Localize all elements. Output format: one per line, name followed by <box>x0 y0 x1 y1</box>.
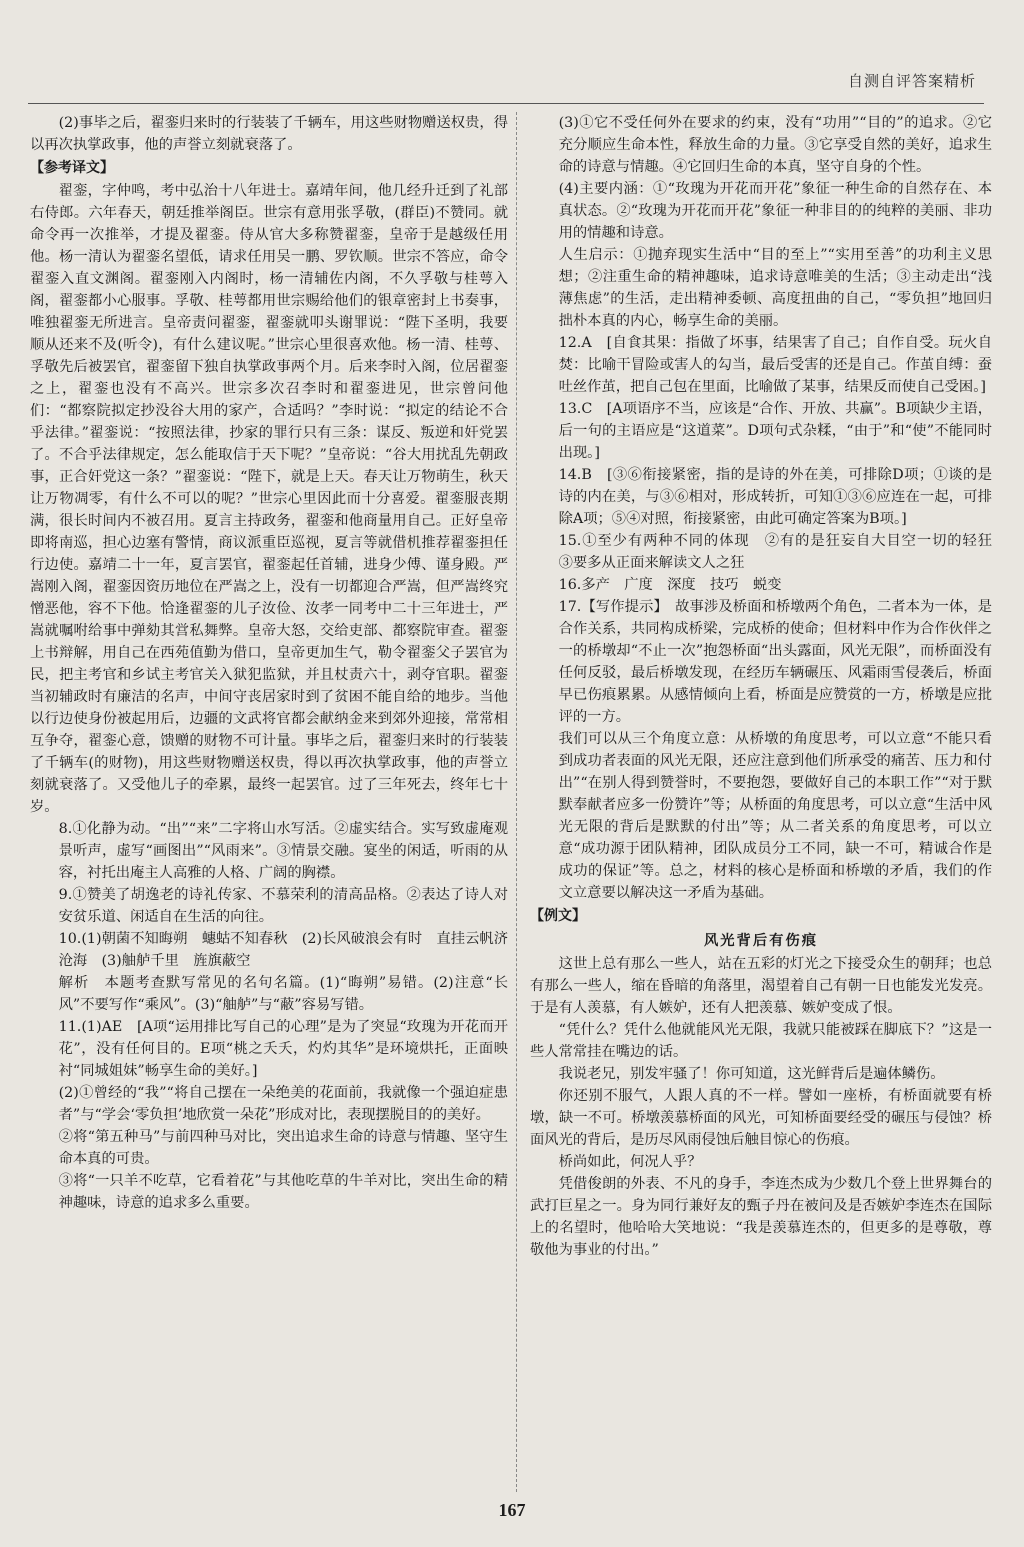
paragraph: 凭借俊朗的外表、不凡的身手，李连杰成为少数几个登上世界舞台的武打巨星之一。身为同行兼好友的甄子丹在被问及是否嫉妒李连杰在国际上的名望时，他哈哈大笑地说：“我是羡慕连杰的，但更多的是尊敬，尊敬他为事业的付出。” <box>530 1176 992 1258</box>
left-column <box>30 112 508 1214</box>
paragraph: (2)事毕之后，翟銮归来时的行装装了千辆车，用这些财物赠送权贵，得以再次执掌政事，他的声誉立刻就衰落了。 <box>30 115 508 153</box>
paragraph: 你还别不服气，人跟人真的不一样。譬如一座桥，有桥面就要有桥墩，缺一不可。桥墩羡慕桥面的风光，可知桥面要经受的碾压与侵蚀？桥面风光的背后，是历尽风雨侵蚀后触目惊心的伤痕。 <box>530 1088 992 1148</box>
section-label: 【参考译文】 <box>30 160 114 176</box>
paragraph: 我们可以从三个角度立意：从桥墩的角度思考，可以立意“不能只看到成功者表面的风光无限，还应注意到他们所承受的痛苦、压力和付出”“在别人得到赞誉时，不要抱怨，要做好自己的本职工作”“对于默默奉献者应多一份赞许”等；从桥面的角度思考，可以立意“生活中风光无限的背后是默默的付出”等；从二者关系的角度思考，可以立意“成功源于团队精神，团队成员分工不同，缺一不可，精诚合作是成功的保证”等。总之，材料的核心是桥面和桥墩的矛盾，我们的作文立意要以解决这一矛盾为基础。 <box>558 731 992 901</box>
paragraph: ②将“第五种马”与前四种马对比，突出追求生命的诗意与情趣、坚守生命本真的可贵。 <box>58 1129 508 1167</box>
paragraph: (2)①曾经的“我”“将自己摆在一朵绝美的花面前，我就像一个强迫症患者”与“学会‘零负担’地欣赏一朵花”形成对比，表现摆脱目的的美好。 <box>58 1085 508 1123</box>
paragraph: (4)主要内涵：①“玫瑰为开花而开花”象征一种生命的自然存在、本真状态。②“玫瑰为开花而开花”象征一种非目的的纯粹的美丽、非功用的情趣和诗意。 <box>558 181 992 241</box>
paragraph: 12.A [自食其果：指做了坏事，结果害了自己；自作自受。玩火自焚：比喻干冒险或害人的勾当，最后受害的还是自己。作茧自缚：蚕吐丝作茧，把自己包在里面，比喻做了某事，结果反而使自己受困。] <box>558 335 992 395</box>
right-column <box>530 112 1007 1261</box>
paragraph: 13.C [A项语序不当，应该是“合作、开放、共赢”。B项缺少主语，后一句的主语应是“这道菜”。D项句式杂糅，“由于”和“使”不能同时出现。] <box>558 401 992 461</box>
paragraph: 翟銮，字仲鸣，考中弘治十八年进士。嘉靖年间，他几经升迁到了礼部右侍郎。六年春天，朝廷推举阁臣。世宗有意用张孚敬，(群臣)不赞同。就命令再一次推举，才提及翟銮。侍从官大多称赞翟銮，皇帝于是越级任用他。杨一清认为翟銮名望低，请求任用吴一鹏、罗钦顺。世宗不答应，命令翟銮入直文渊阁。翟銮刚入内阁时，杨一清辅佐内阁，不久孚敬与桂萼入阁，翟銮都小心服事。孚敬、桂萼都用世宗赐给他们的银章密封上书奏事，唯独翟銮无所进言。皇帝责问翟銮，翟銮就叩头谢罪说：“陛下圣明，我要顺从还来不及(听令)，有什么建议呢。”世宗心里很喜欢他。杨一清、桂萼、孚敬先后被罢官，翟銮留下独自执掌政事两个月。后来李时入阁，位居翟銮之上，翟銮也没有不高兴。世宗多次召李时和翟銮进见，世宗曾问他们：“都察院拟定抄没谷大用的家产，合适吗？”李时说：“拟定的结论不合乎法律。”翟銮说：“按照法律，抄家的罪行只有三条：谋反、叛逆和奸党罢了。不合乎法律规定，怎么能取信于天下呢？”皇帝说：“谷大用扰乱先朝政事，正合奸党这一条？”翟銮说：“陛下，就是上天。春天让万物萌生，秋天让万物凋零，有什么不可以的呢？”世宗心里因此而十分喜爱。翟銮服丧期满，很长时间内不被召用。夏言主持政务，翟銮和他商量用自己。正好皇帝即将南巡，担心边塞有警情，商议派重臣巡视，夏言等就借机推荐翟銮担任行边使。嘉靖二十一年，夏言罢官，翟銮起任首辅，进身少傅、谨身殿。严嵩刚入阁，翟銮因资历地位在严嵩之上，没有一切都迎合严嵩，但严嵩终究憎恶他，容不下他。恰逢翟銮的儿子汝俭、汝孝一同考中二十三年进士，严嵩就嘱咐给事中弹劾其営私舞弊。皇帝大怒，交给吏部、都察院审查。翟銮上书辩解，用自己在西苑值勤为借口，皇帝更加生气，勒令翟銮父子罢官为民，把主考官和乡试主考官关入狱犯监狱，并且杖责六十，剥夺官职。翟銮当初辅政时有廉洁的名声，中间守丧居家时到了贫困不能自给的地步。当他以行边使身份被起用后，边疆的文武将官都会献纳金来到郊外迎接，常常相互争夺，翟銮心意，馈赠的财物不可计量。事毕之后，翟銮归来时的行装装了千辆车(的财物)，用这些财物赠送权贵，得以再次执掌政事，他的声誉立刻就衰落了。又受他儿子的牵累，最终一起罢官。过了三年死去，终年七十岁。 <box>30 183 508 815</box>
paragraph: “凭什么？凭什么他就能风光无限，我就只能被踩在脚底下？”这是一些人常常挂在嘴边的话。 <box>530 1022 992 1060</box>
paragraph: 14.B [③⑥衔接紧密，指的是诗的外在美，可排除D项；①谈的是诗的内在美，与③⑥相对，形成转折，可知①③⑥应连在一起，可排除A项；⑤④对照，衔接紧密，由此可确定答案为B项。] <box>558 467 992 527</box>
paragraph: 9.①赞美了胡逸老的诗礼传家、不慕荣利的清高品格。②表达了诗人对安贫乐道、闲适自在生活的向往。 <box>58 887 508 925</box>
header-rule <box>28 103 984 104</box>
column-separator <box>516 112 517 1492</box>
paragraph: 解析 本题考查默写常见的名句名篇。(1)“晦朔”易错。(2)注意“长风”不要写作“乘风”。(3)“舳舻”与“蔽”容易写错。 <box>58 975 508 1013</box>
paragraph: 11.(1)AE [A项“运用排比写自己的心理”是为了突显“玫瑰为开花而开花”，没有任何目的。E项“桃之夭夭，灼灼其华”是环境烘托，正面映衬“同城姐妹”畅享生命的美好。] <box>58 1019 508 1079</box>
paragraph: 这世上总有那么一些人，站在五彩的灯光之下接受众生的朝拜；也总有那么一些人，缩在昏暗的角落里，渴望着自己有朝一日也能发光发亮。于是有人羡慕，有人嫉妒，还有人把羡慕、嫉妒变成了恨。 <box>530 956 992 1016</box>
section-label: 【例文】 <box>530 908 586 924</box>
paragraph: 桥尚如此，何况人乎？ <box>558 1154 702 1170</box>
page-header-title: 自测自评答案精析 <box>847 72 976 90</box>
essay-title: 风光背后有伤痕 <box>703 933 819 949</box>
paragraph: 16.多产 广度 深度 技巧 蜕变 <box>558 577 782 593</box>
paragraph: 8.①化静为动。“出”“来”二字将山水写活。②虚实结合。实写致虚庵观景听声，虚写“画图出”“风雨来”。③情景交融。宴坐的闲适，听雨的从容，衬托出庵主人高雅的人格、广阔的胸襟。 <box>58 821 508 881</box>
paragraph: 人生启示：①抛弃现实生活中“目的至上”“实用至善”的功利主义思想；②注重生命的精神趣味，追求诗意唯美的生活；③主动走出“浅薄焦虑”的生活，走出精神委顿、高度扭曲的自己，“零负担”地回归拙朴本真的内心，畅享生命的美丽。 <box>558 247 992 329</box>
paragraph: ③将“一只羊不吃草，它看着花”与其他吃草的牛羊对比，突出生命的精神趣味，诗意的追求多么重要。 <box>58 1173 508 1211</box>
paragraph: 15.①至少有两种不同的体现 ②有的是狂妄自大目空一切的轻狂 ③要多从正面来解读文人之狂 <box>558 533 1007 571</box>
paragraph: 我说老兄，别发牢骚了！你可知道，这光鲜背后是遍体鳞伤。 <box>558 1066 945 1082</box>
page-number: 167 <box>498 1500 526 1520</box>
paragraph: 10.(1)朝菌不知晦朔 蟪蛄不知春秋 (2)长风破浪会有时 直挂云帆济沧海 (3)舳舻千里 旌旗蔽空 <box>58 931 508 969</box>
paragraph: 17.【写作提示】 故事涉及桥面和桥墩两个角色，二者本为一体，是合作关系，共同构成桥梁，完成桥的使命；但材料中作为合作伙伴之一的桥墩却“不止一次”抱怨桥面“出头露面，风光无限”，而桥面没有任何反驳，最后桥墩发现，在经历车辆碾压、风霜雨雪侵袭后，桥面早已伤痕累累。从感情倾向上看，桥面是应赞赏的一方，桥墩是应批评的一方。 <box>558 599 992 725</box>
paragraph: (3)①它不受任何外在要求的约束，没有“功用”“目的”的追求。②它充分顺应生命本性，释放生命的力量。③它享受自然的美好，追求生命的诗意与情趣。④它回归生命的本真，坚守自身的个性。 <box>558 115 992 175</box>
